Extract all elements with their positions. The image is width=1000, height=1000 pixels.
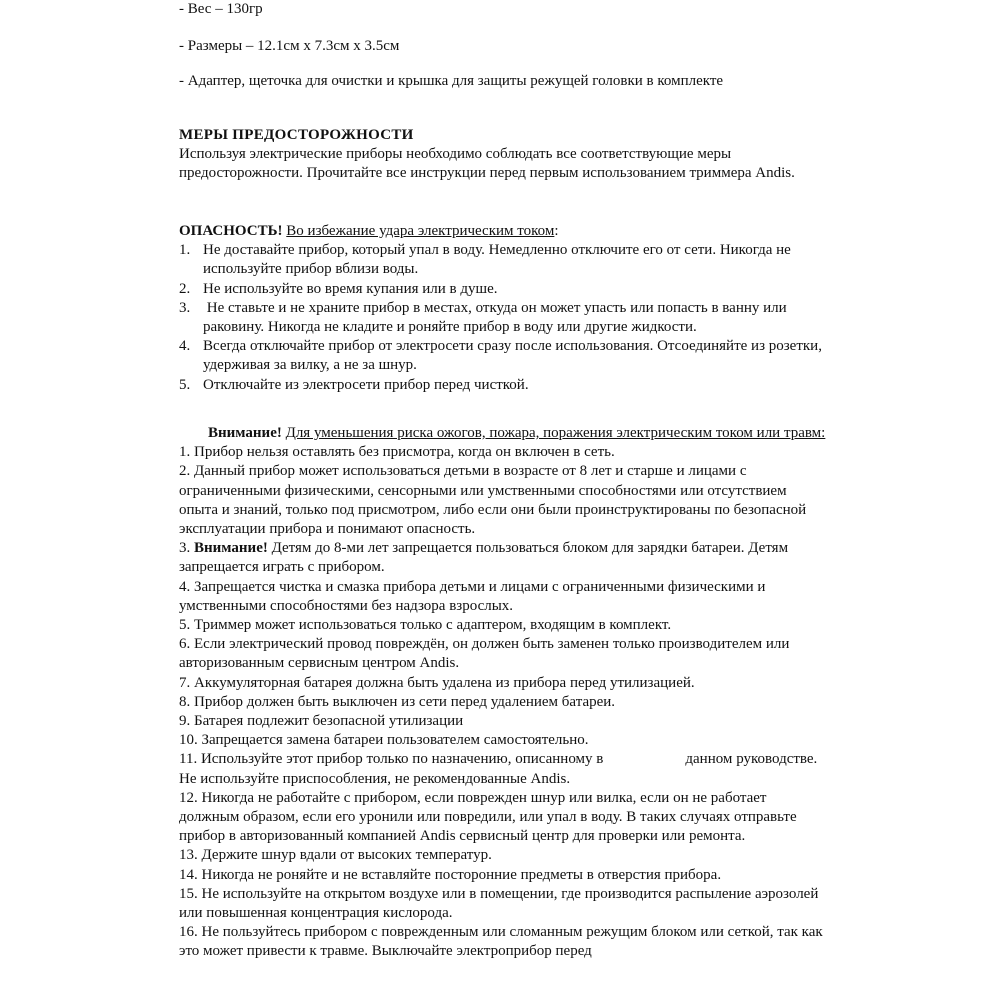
warning-item: 14. Никогда не роняйте и не вставляйте посторонние предметы в отверстия прибора. — [179, 866, 722, 883]
warning-heading — [179, 424, 829, 443]
danger-list — [179, 241, 829, 395]
warning-item-part: данном — [685, 751, 733, 768]
warning-subtitle: Для уменьшения риска ожогов, пожара, поражения электрическим током или травм: — [285, 425, 826, 441]
warning-item: 4. Запрещается чистка и смазка прибора детьми и лицами с ограниченными физическими и умственными способностями без надзора взрослых. — [179, 578, 766, 614]
warning-item — [179, 539, 829, 577]
danger-item-number: 4. — [179, 338, 191, 355]
spec-dimensions: - Размеры – 12.1см x 7.3см x 3.5см — [179, 38, 400, 54]
warning-item — [179, 750, 829, 788]
warning-item: 9. Батарея подлежит безопасной утилизации — [179, 713, 464, 730]
danger-section — [179, 222, 829, 395]
warning-item-part: 11. Используйте этот прибор только по назначению, описанному в — [179, 751, 604, 768]
danger-item — [179, 280, 829, 299]
warning-item-part: руководстве. Не используйте приспособления, не рекомендованные Andis. — [179, 751, 818, 787]
precautions-section — [179, 126, 829, 184]
danger-label: ОПАСНОСТЬ! — [179, 223, 283, 239]
danger-item-text: Не используйте во время купания или в душе. — [203, 280, 498, 297]
danger-item — [179, 337, 829, 375]
danger-item-text: Отключайте из электросети прибор перед чисткой. — [203, 376, 529, 393]
precautions-title: МЕРЫ ПРЕДОСТОРОЖНОСТИ — [179, 127, 414, 143]
danger-item — [179, 376, 829, 395]
warning-item: 13. Держите шнур вдали от высоких температур. — [179, 847, 492, 864]
warning-label: Внимание! — [208, 425, 282, 441]
danger-heading — [179, 222, 829, 241]
warning-item: 2. Данный прибор может использоваться детьми в возрасте от 8 лет и старше и лицами с ограниченными физическими, сенсорными или умственными способностями или отсутствием опыта и знаний, только под присмотром, либо если они были проинструктированы по безопасной эксплуатации прибора и понимают опасность. — [179, 463, 807, 538]
spec-weight: - Вес – 130гр — [179, 1, 263, 17]
danger-item-number: 3. — [179, 299, 191, 316]
warning-item: 5. Триммер может использоваться только с адаптером, входящим в комплект. — [179, 617, 672, 634]
warning-item: 6. Если электрический провод повреждён, он должен быть заменен только производителем или авторизованным сервисным центром Andis. — [179, 636, 790, 672]
danger-item-text: Не доставайте прибор, который упал в воду. Немедленно отключите его от сети. Никогда не используйте прибор вблизи воды. — [203, 242, 791, 278]
warning-item: 15. Не используйте на открытом воздухе или в помещении, где производится распыление аэрозолей или повышенная концентрация кислорода. — [179, 885, 819, 922]
warning-item-rest: Детям до 8-ми лет запрещается пользоваться блоком для зарядки батареи. Детям запрещается играть с прибором. — [179, 540, 789, 576]
danger-item — [179, 241, 829, 279]
danger-item-number: 1. — [179, 242, 191, 259]
warning-item-prefix: 3. — [179, 540, 194, 557]
danger-item-text: Всегда отключайте прибор от электросети сразу после использования. Отсоединяйте из розетки, удерживая за вилку, а не за шнур. — [203, 338, 822, 374]
spec-included: - Адаптер, щеточка для очистки и крышка для защиты режущей головки в комплекте — [179, 73, 724, 89]
warning-section — [179, 424, 829, 962]
danger-item-number: 2. — [179, 280, 191, 297]
danger-colon: : — [554, 223, 559, 239]
precautions-text: Используя электрические приборы необходимо соблюдать все соответствующие меры предосторожности. Прочитайте все инструкции перед первым использованием триммера Andis. — [179, 146, 795, 182]
warning-item: 12. Никогда не работайте с прибором, если поврежден шнур или вилка, если он не работает должным образом, если его уронили или повредили, или упал в воду. В таких случаях отправьте прибор в авторизованный компанией Andis сервисный центр для проверки или ремонта. — [179, 789, 797, 845]
warning-item-bold: Внимание! — [194, 540, 268, 557]
danger-subtitle: Во избежание удара электрическим током — [286, 223, 555, 239]
warning-item: 7. Аккумуляторная батарея должна быть удалена из прибора перед утилизацией. — [179, 674, 695, 691]
danger-item-number: 5. — [179, 376, 191, 393]
danger-item-text: Не ставьте и не храните прибор в местах, откуда он может упасть или попасть в ванну или раковину. Никогда не кладите и роняйте прибор в воду или другие жидкости. — [203, 299, 791, 336]
warning-item: 16. Не пользуйтесь прибором с поврежденным или сломанным режущим блоком или сеткой, так как это может привести к травме. Выключайте электроприбор перед — [179, 924, 823, 960]
warning-item: 10. Запрещается замена батареи пользователем самостоятельно. — [179, 732, 589, 749]
warning-item: 1. Прибор нельзя оставлять без присмотра, когда он включен в сеть. — [179, 444, 615, 461]
danger-item — [179, 299, 829, 337]
warning-item: 8. Прибор должен быть выключен из сети перед удалением батареи. — [179, 693, 616, 710]
